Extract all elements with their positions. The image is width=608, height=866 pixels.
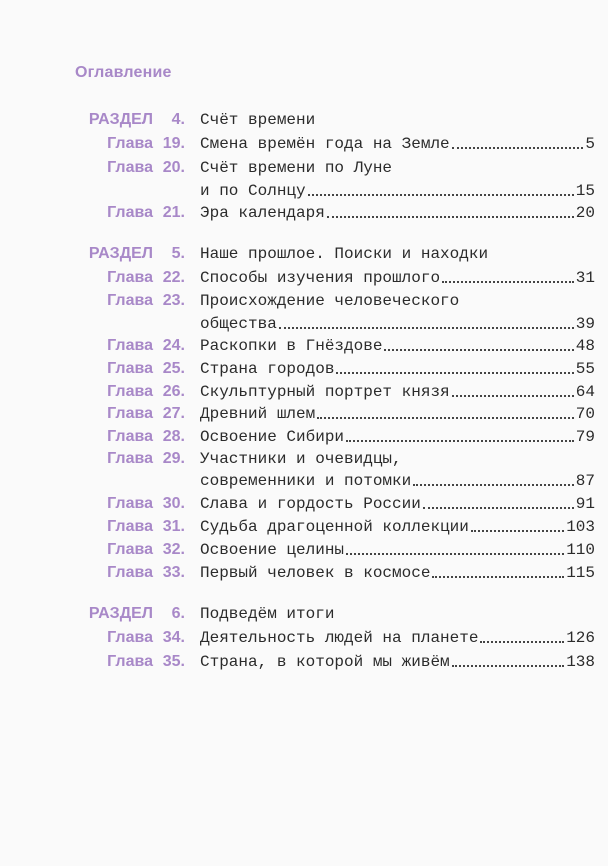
toc-entry-number: 35. <box>162 653 185 670</box>
toc-entry-kind: Глава <box>107 337 153 354</box>
toc-entry-label <box>75 447 185 471</box>
toc-page-number: 91 <box>575 495 595 513</box>
toc-entry-title: современники и потомки <box>200 472 412 490</box>
toc-entry-text <box>200 242 595 266</box>
toc-entry-number: 29. <box>162 450 185 467</box>
toc-page-number: 39 <box>575 315 595 333</box>
toc-entry-number: 21. <box>162 204 185 221</box>
toc-page-number: 20 <box>575 204 595 222</box>
toc-entry-title: Подведём итоги <box>200 605 335 623</box>
toc-leader-dots <box>452 664 565 667</box>
toc-entry-number: 24. <box>162 337 185 354</box>
toc-entry-text <box>200 626 595 650</box>
toc-leader-dots <box>413 483 574 486</box>
toc-entry-label <box>75 602 185 626</box>
toc-entry-kind: Глава <box>107 495 153 512</box>
toc-entry-label <box>75 334 185 358</box>
toc-chapter-row <box>75 179 595 203</box>
toc-chapter-row <box>75 447 595 471</box>
toc-chapter-row <box>75 312 595 336</box>
toc-page-number: 110 <box>566 541 595 559</box>
toc-entry-kind: Глава <box>107 450 153 467</box>
toc-chapter-row <box>75 156 595 180</box>
toc-leader-dots <box>471 529 564 532</box>
toc-entry-title: Освоение целины <box>200 541 345 559</box>
toc-entry-title: Смена времён года на Земле <box>200 135 450 153</box>
toc-entry-kind: Глава <box>107 518 153 535</box>
toc-entry-kind: Глава <box>107 541 153 558</box>
toc-entry-kind: Глава <box>107 428 153 445</box>
toc-leader-dots <box>452 146 584 149</box>
toc-chapter-row <box>75 561 595 585</box>
toc-entry-label <box>75 492 185 516</box>
toc-leader-dots <box>317 416 574 419</box>
toc-entry-text <box>200 312 595 336</box>
toc-entry-label <box>75 538 185 562</box>
toc-entry-number: 19. <box>162 135 185 152</box>
toc-entry-title: Слава и гордость России <box>200 495 421 513</box>
toc-entry-title: Древний шлем <box>200 405 316 423</box>
toc-page-number: 55 <box>575 360 595 378</box>
toc-entry-text <box>200 602 595 626</box>
toc-leader-dots <box>384 348 573 351</box>
toc-entry-label <box>75 380 185 404</box>
toc-entry-number: 33. <box>162 564 185 581</box>
toc-entry-number: 28. <box>162 428 185 445</box>
toc-leader-dots <box>346 552 564 555</box>
toc-entry-text <box>200 132 595 156</box>
toc-page-number: 103 <box>566 518 595 536</box>
toc-entry-label <box>75 108 185 132</box>
toc-entry-title: Скульптурный портрет князя <box>200 383 450 401</box>
toc-entry-kind: Глава <box>107 629 153 646</box>
toc-entry-kind: Глава <box>107 159 153 176</box>
toc-entry-kind: РАЗДЕЛ <box>88 245 153 262</box>
toc-entry-label <box>75 425 185 449</box>
toc-section-row <box>75 108 595 132</box>
toc-entry-number: 25. <box>162 360 185 377</box>
toc-entry-number: 22. <box>162 269 185 286</box>
toc-entry-title: Счёт времени по Луне <box>200 159 393 177</box>
toc-leader-dots <box>423 506 574 509</box>
toc-entry-title: Наше прошлое. Поиски и находки <box>200 245 489 263</box>
toc-chapter-row <box>75 469 595 493</box>
toc-entry-kind: РАЗДЕЛ <box>88 111 153 128</box>
toc-entry-number: 6. <box>171 605 185 622</box>
toc-chapter-row <box>75 266 595 290</box>
toc-entry-text <box>200 266 595 290</box>
toc-chapter-row <box>75 492 595 516</box>
toc-chapter-row <box>75 380 595 404</box>
toc-page-number: 48 <box>575 337 595 355</box>
toc-entry-kind: Глава <box>107 405 153 422</box>
toc-entry-kind: Глава <box>107 383 153 400</box>
toc-page-number: 5 <box>585 135 595 153</box>
toc-entry-label <box>75 357 185 381</box>
toc-entry-kind: Глава <box>107 204 153 221</box>
toc-entry-text <box>200 650 595 674</box>
toc-entry-label <box>75 266 185 290</box>
toc-chapter-row <box>75 357 595 381</box>
toc-entry-title: Деятельность людей на планете <box>200 629 479 647</box>
toc-entry-text <box>200 492 595 516</box>
toc-chapter-row <box>75 650 595 674</box>
toc-leader-dots <box>279 326 574 329</box>
toc-leader-dots <box>327 215 574 218</box>
toc-entry-number: 5. <box>171 245 185 262</box>
toc-entry-kind: Глава <box>107 653 153 670</box>
toc-entry-text <box>200 357 595 381</box>
toc-entry-number: 27. <box>162 405 185 422</box>
toc-section-row <box>75 602 595 626</box>
toc-entry-title: Эра календаря <box>200 204 325 222</box>
toc-entry-text <box>200 156 595 180</box>
toc-leader-dots <box>452 394 574 397</box>
toc-chapter-row <box>75 334 595 358</box>
toc-entry-text <box>200 469 595 493</box>
toc-entry-number: 31. <box>162 518 185 535</box>
toc-entry-kind: РАЗДЕЛ <box>88 605 153 622</box>
toc-entry-label <box>75 289 185 313</box>
toc-leader-dots <box>308 193 574 196</box>
toc-entry-text <box>200 289 595 313</box>
toc-entry-kind: Глава <box>107 269 153 286</box>
toc-entry-text <box>200 515 595 539</box>
toc-entry-text <box>200 380 595 404</box>
toc-entry-number: 32. <box>162 541 185 558</box>
toc-entry-text <box>200 108 595 132</box>
toc-page-number: 115 <box>566 564 595 582</box>
toc-entry-title: Раскопки в Гнёздове <box>200 337 383 355</box>
toc-entry-text <box>200 447 595 471</box>
toc-entry-label <box>75 515 185 539</box>
toc-chapter-row <box>75 538 595 562</box>
toc-entry-title: и по Солнцу <box>200 182 306 200</box>
toc-entry-title: Страна, в которой мы живём <box>200 653 450 671</box>
toc-title: Оглавление <box>75 64 172 81</box>
toc-entry-label <box>75 402 185 426</box>
toc-page-number: 31 <box>575 269 595 287</box>
toc-entry-kind: Глава <box>107 135 153 152</box>
toc-section-row <box>75 242 595 266</box>
toc-entry-number: 34. <box>162 629 185 646</box>
toc-leader-dots <box>432 575 564 578</box>
toc-entry-number: 30. <box>162 495 185 512</box>
toc-entry-label <box>75 650 185 674</box>
toc-entry-label <box>75 626 185 650</box>
toc-page-number: 15 <box>575 182 595 200</box>
toc-entry-title: Участники и очевидцы, <box>200 450 402 468</box>
toc-entry-text <box>200 538 595 562</box>
toc-entry-kind: Глава <box>107 564 153 581</box>
toc-entry-kind: Глава <box>107 360 153 377</box>
toc-entry-title: Освоение Сибири <box>200 428 345 446</box>
toc-entry-number: 20. <box>162 159 185 176</box>
toc-page-number: 138 <box>566 653 595 671</box>
toc-entry-title: Страна городов <box>200 360 335 378</box>
toc-chapter-row <box>75 201 595 225</box>
toc-chapter-row <box>75 289 595 313</box>
toc-page-number: 79 <box>575 428 595 446</box>
toc-entry-title: Первый человек в космосе <box>200 564 431 582</box>
toc-page-number: 87 <box>575 472 595 490</box>
toc-page-number: 126 <box>566 629 595 647</box>
toc-entry-title: Судьба драгоценной коллекции <box>200 518 469 536</box>
toc-entry-label <box>75 201 185 225</box>
toc-leader-dots <box>442 280 574 283</box>
toc-entry-title: Счёт времени <box>200 111 316 129</box>
toc-entry-label <box>75 242 185 266</box>
toc-entry-label <box>75 561 185 585</box>
toc-entry-title: Происхождение человеческого <box>200 292 460 310</box>
toc-chapter-row <box>75 402 595 426</box>
toc-chapter-row <box>75 425 595 449</box>
toc-entry-kind: Глава <box>107 292 153 309</box>
toc-entry-title: Способы изучения прошлого <box>200 269 441 287</box>
toc-page-number: 64 <box>575 383 595 401</box>
toc-entry-text <box>200 201 595 225</box>
toc-leader-dots <box>480 640 564 643</box>
toc-entry-text <box>200 179 595 203</box>
toc-entry-text <box>200 425 595 449</box>
toc-leader-dots <box>336 371 573 374</box>
toc-entry-label <box>75 132 185 156</box>
toc-entry-text <box>200 561 595 585</box>
toc-chapter-row <box>75 626 595 650</box>
toc-entry-text <box>200 334 595 358</box>
toc-entry-label <box>75 156 185 180</box>
toc-page-number: 70 <box>575 405 595 423</box>
toc-leader-dots <box>346 439 574 442</box>
toc-entry-title: общества <box>200 315 277 333</box>
toc-entry-number: 26. <box>162 383 185 400</box>
toc-chapter-row <box>75 132 595 156</box>
toc-chapter-row <box>75 515 595 539</box>
toc-entry-number: 23. <box>162 292 185 309</box>
toc-entry-text <box>200 402 595 426</box>
toc-entry-number: 4. <box>171 111 185 128</box>
